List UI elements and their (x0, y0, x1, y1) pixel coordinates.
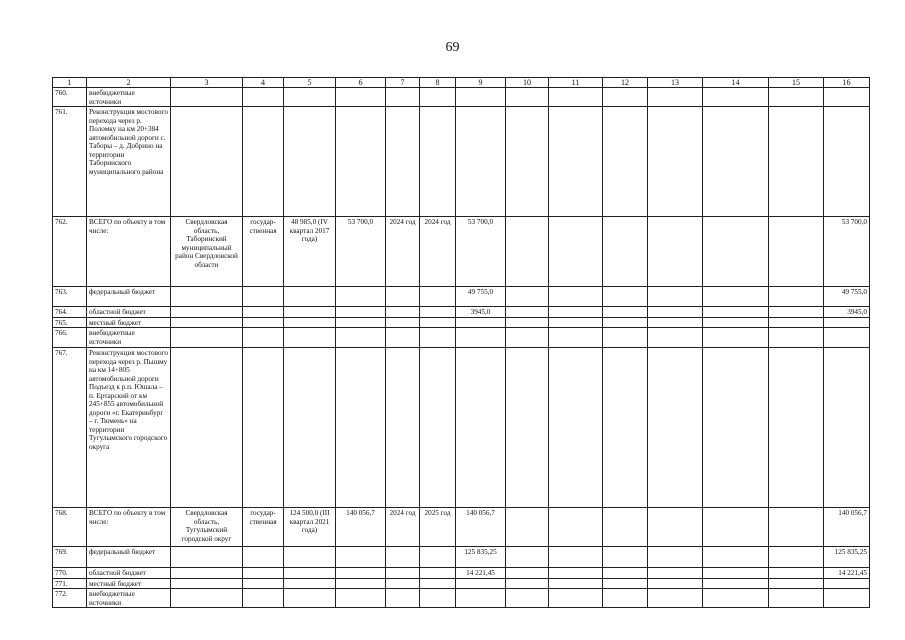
total-amount-cell (456, 317, 506, 327)
location-cell: Свердловская область, Таборинский муниципальный район Свердловской области (171, 217, 243, 287)
estimated-cost-cell (284, 107, 336, 217)
start-year-cell (386, 307, 420, 317)
empty-cell (603, 328, 648, 348)
table-row (53, 287, 870, 307)
column-header: 13 (648, 78, 703, 88)
item-name-cell: федеральный бюджет (87, 287, 171, 307)
start-year-cell (386, 547, 420, 568)
empty-cell (506, 88, 549, 107)
item-name-cell: Реконструкция мостового перехода через р. Поломку на км 20+384 автомобильной дороги с. Таборы – д. Добрино на территории Таборинского муниципального района (87, 107, 171, 217)
empty-cell (506, 328, 549, 348)
empty-cell (549, 578, 603, 588)
empty-cell (603, 217, 648, 287)
column-header: 10 (506, 78, 549, 88)
estimated-cost-cell (284, 568, 336, 578)
end-year-cell (420, 328, 456, 348)
total-col16-cell: 53 700,0 (824, 217, 870, 287)
total-col16-cell (824, 589, 870, 608)
item-name-cell: областной бюджет (87, 307, 171, 317)
empty-cell (506, 317, 549, 327)
empty-cell (703, 578, 769, 588)
column-header: 12 (603, 78, 648, 88)
item-name-cell: Реконструкция мостового перехода через р. Пышму на км 14+805 автомобильной дороги Подъезд к р.п. Юшала – п. Ертарский от км 245+855 автомобильной дороги «г. Екатеринбург – г. Тюмень» на территории Тугулымского городского округа (87, 348, 171, 508)
item-name-cell: местный бюджет (87, 578, 171, 588)
ownership-cell (243, 328, 284, 348)
total-amount-cell (456, 578, 506, 588)
total-col16-cell: 3945,0 (824, 307, 870, 317)
empty-cell (549, 317, 603, 327)
total-amount-cell: 53 700,0 (456, 217, 506, 287)
empty-cell (549, 328, 603, 348)
total-col16-cell (824, 107, 870, 217)
empty-cell (648, 589, 703, 608)
empty-cell (769, 287, 824, 307)
row-number-cell: 768. (53, 508, 87, 547)
location-cell (171, 88, 243, 107)
capacity-cell (336, 348, 386, 508)
ownership-cell (243, 348, 284, 508)
empty-cell (703, 107, 769, 217)
table-row (53, 307, 870, 317)
estimated-cost-cell (284, 317, 336, 327)
column-header: 16 (824, 78, 870, 88)
empty-cell (769, 307, 824, 317)
ownership-cell: государ-ственная (243, 217, 284, 287)
table-row (53, 578, 870, 588)
location-cell (171, 578, 243, 588)
start-year-cell (386, 568, 420, 578)
end-year-cell (420, 568, 456, 578)
empty-cell (648, 547, 703, 568)
item-name-cell: областной бюджет (87, 568, 171, 578)
end-year-cell (420, 107, 456, 217)
total-amount-cell: 14 221,45 (456, 568, 506, 578)
empty-cell (506, 547, 549, 568)
end-year-cell: 2025 год (420, 508, 456, 547)
capacity-cell: 140 056,7 (336, 508, 386, 547)
item-name-cell: внебюджетные источники (87, 88, 171, 107)
item-name-cell: ВСЕГО по объекту в том числе: (87, 508, 171, 547)
empty-cell (506, 348, 549, 508)
empty-cell (603, 508, 648, 547)
empty-cell (603, 348, 648, 508)
empty-cell (703, 307, 769, 317)
row-number-cell: 771. (53, 578, 87, 588)
ownership-cell (243, 547, 284, 568)
estimated-cost-cell (284, 307, 336, 317)
empty-cell (648, 568, 703, 578)
empty-cell (703, 547, 769, 568)
ownership-cell (243, 568, 284, 578)
end-year-cell (420, 547, 456, 568)
column-header: 15 (769, 78, 824, 88)
capacity-cell (336, 287, 386, 307)
empty-cell (603, 307, 648, 317)
empty-cell (769, 547, 824, 568)
end-year-cell: 2024 год (420, 217, 456, 287)
empty-cell (648, 287, 703, 307)
table-row (53, 217, 870, 287)
item-name-cell: ВСЕГО по объекту в том числе: (87, 217, 171, 287)
total-col16-cell: 14 221,45 (824, 568, 870, 578)
row-number-cell: 769. (53, 547, 87, 568)
end-year-cell (420, 578, 456, 588)
empty-cell (648, 307, 703, 317)
end-year-cell (420, 317, 456, 327)
total-amount-cell (456, 88, 506, 107)
location-cell (171, 287, 243, 307)
row-number-cell: 766. (53, 328, 87, 348)
capacity-cell (336, 589, 386, 608)
item-name-cell: внебюджетные источники (87, 328, 171, 348)
empty-cell (648, 328, 703, 348)
ownership-cell (243, 287, 284, 307)
empty-cell (603, 589, 648, 608)
column-header: 5 (284, 78, 336, 88)
table-row (53, 568, 870, 578)
location-cell (171, 547, 243, 568)
empty-cell (648, 348, 703, 508)
empty-cell (549, 307, 603, 317)
end-year-cell (420, 307, 456, 317)
empty-cell (648, 107, 703, 217)
empty-cell (769, 217, 824, 287)
empty-cell (603, 547, 648, 568)
location-cell (171, 568, 243, 578)
empty-cell (769, 568, 824, 578)
empty-cell (703, 328, 769, 348)
end-year-cell (420, 88, 456, 107)
total-amount-cell (456, 589, 506, 608)
empty-cell (506, 568, 549, 578)
empty-cell (703, 287, 769, 307)
location-cell (171, 317, 243, 327)
table-row (53, 328, 870, 348)
capacity-cell (336, 547, 386, 568)
empty-cell (549, 107, 603, 217)
capacity-cell: 53 700,0 (336, 217, 386, 287)
empty-cell (506, 287, 549, 307)
location-cell (171, 348, 243, 508)
total-amount-cell (456, 348, 506, 508)
item-name-cell: внебюджетные источники (87, 589, 171, 608)
item-name-cell: местный бюджет (87, 317, 171, 327)
page-number: 69 (445, 40, 460, 55)
estimated-cost-cell (284, 88, 336, 107)
item-name-cell: федеральный бюджет (87, 547, 171, 568)
row-number-cell: 764. (53, 307, 87, 317)
budget-table (52, 77, 870, 608)
end-year-cell (420, 287, 456, 307)
empty-cell (603, 578, 648, 588)
estimated-cost-cell (284, 328, 336, 348)
location-cell (171, 328, 243, 348)
empty-cell (703, 508, 769, 547)
column-header: 6 (336, 78, 386, 88)
empty-cell (769, 578, 824, 588)
empty-cell (549, 217, 603, 287)
location-cell (171, 589, 243, 608)
row-number-cell: 760. (53, 88, 87, 107)
capacity-cell (336, 307, 386, 317)
empty-cell (603, 568, 648, 578)
empty-cell (769, 508, 824, 547)
total-col16-cell: 49 755,0 (824, 287, 870, 307)
empty-cell (703, 217, 769, 287)
empty-cell (648, 217, 703, 287)
empty-cell (506, 578, 549, 588)
table-row (53, 348, 870, 508)
end-year-cell (420, 348, 456, 508)
estimated-cost-cell (284, 578, 336, 588)
capacity-cell (336, 107, 386, 217)
table-row (53, 317, 870, 327)
ownership-cell: государ-ственная (243, 508, 284, 547)
total-col16-cell: 140 056,7 (824, 508, 870, 547)
row-number-cell: 772. (53, 589, 87, 608)
ownership-cell (243, 307, 284, 317)
capacity-cell (336, 578, 386, 588)
empty-cell (769, 348, 824, 508)
empty-cell (648, 578, 703, 588)
empty-cell (506, 589, 549, 608)
end-year-cell (420, 589, 456, 608)
start-year-cell (386, 578, 420, 588)
column-header: 7 (386, 78, 420, 88)
table-row (53, 547, 870, 568)
start-year-cell (386, 107, 420, 217)
row-number-cell: 762. (53, 217, 87, 287)
empty-cell (769, 328, 824, 348)
start-year-cell (386, 348, 420, 508)
empty-cell (769, 589, 824, 608)
estimated-cost-cell: 124 500,0 (III квартал 2021 года) (284, 508, 336, 547)
empty-cell (549, 88, 603, 107)
empty-cell (703, 568, 769, 578)
row-number-cell: 763. (53, 287, 87, 307)
estimated-cost-cell (284, 547, 336, 568)
empty-cell (603, 317, 648, 327)
total-col16-cell (824, 317, 870, 327)
total-amount-cell (456, 328, 506, 348)
empty-cell (769, 88, 824, 107)
empty-cell (648, 317, 703, 327)
start-year-cell (386, 328, 420, 348)
capacity-cell (336, 317, 386, 327)
estimated-cost-cell (284, 287, 336, 307)
empty-cell (703, 317, 769, 327)
table-row (53, 589, 870, 608)
column-header: 1 (53, 78, 87, 88)
total-amount-cell: 140 056,7 (456, 508, 506, 547)
column-header: 3 (171, 78, 243, 88)
start-year-cell: 2024 год (386, 508, 420, 547)
table-row (53, 107, 870, 217)
total-amount-cell: 3945,0 (456, 307, 506, 317)
header-row (53, 78, 870, 88)
empty-cell (603, 107, 648, 217)
column-header: 4 (243, 78, 284, 88)
start-year-cell (386, 88, 420, 107)
location-cell: Свердловская область, Тугулымский городской округ (171, 508, 243, 547)
ownership-cell (243, 578, 284, 588)
total-col16-cell: 125 835,25 (824, 547, 870, 568)
total-amount-cell (456, 107, 506, 217)
empty-cell (549, 589, 603, 608)
start-year-cell (386, 589, 420, 608)
ownership-cell (243, 107, 284, 217)
total-col16-cell (824, 578, 870, 588)
total-amount-cell: 125 835,25 (456, 547, 506, 568)
total-col16-cell (824, 328, 870, 348)
empty-cell (549, 568, 603, 578)
ownership-cell (243, 317, 284, 327)
capacity-cell (336, 88, 386, 107)
start-year-cell (386, 287, 420, 307)
empty-cell (648, 508, 703, 547)
estimated-cost-cell (284, 589, 336, 608)
empty-cell (549, 508, 603, 547)
table-row (53, 508, 870, 547)
column-header: 8 (420, 78, 456, 88)
column-header: 2 (87, 78, 171, 88)
estimated-cost-cell (284, 348, 336, 508)
empty-cell (703, 589, 769, 608)
start-year-cell (386, 317, 420, 327)
location-cell (171, 307, 243, 317)
empty-cell (703, 88, 769, 107)
total-col16-cell (824, 88, 870, 107)
column-header: 14 (703, 78, 769, 88)
capacity-cell (336, 328, 386, 348)
empty-cell (769, 317, 824, 327)
empty-cell (703, 348, 769, 508)
total-amount-cell: 49 755,0 (456, 287, 506, 307)
row-number-cell: 770. (53, 568, 87, 578)
empty-cell (549, 547, 603, 568)
empty-cell (506, 307, 549, 317)
empty-cell (603, 88, 648, 107)
total-col16-cell (824, 348, 870, 508)
ownership-cell (243, 589, 284, 608)
empty-cell (506, 107, 549, 217)
empty-cell (648, 88, 703, 107)
ownership-cell (243, 88, 284, 107)
table-row (53, 88, 870, 107)
start-year-cell: 2024 год (386, 217, 420, 287)
empty-cell (603, 287, 648, 307)
capacity-cell (336, 568, 386, 578)
empty-cell (769, 107, 824, 217)
empty-cell (549, 348, 603, 508)
row-number-cell: 761. (53, 107, 87, 217)
row-number-cell: 765. (53, 317, 87, 327)
estimated-cost-cell: 48 985,0 (IV квартал 2017 года) (284, 217, 336, 287)
empty-cell (549, 287, 603, 307)
empty-cell (506, 217, 549, 287)
location-cell (171, 107, 243, 217)
column-header: 11 (549, 78, 603, 88)
column-header: 9 (456, 78, 506, 88)
empty-cell (506, 508, 549, 547)
row-number-cell: 767. (53, 348, 87, 508)
